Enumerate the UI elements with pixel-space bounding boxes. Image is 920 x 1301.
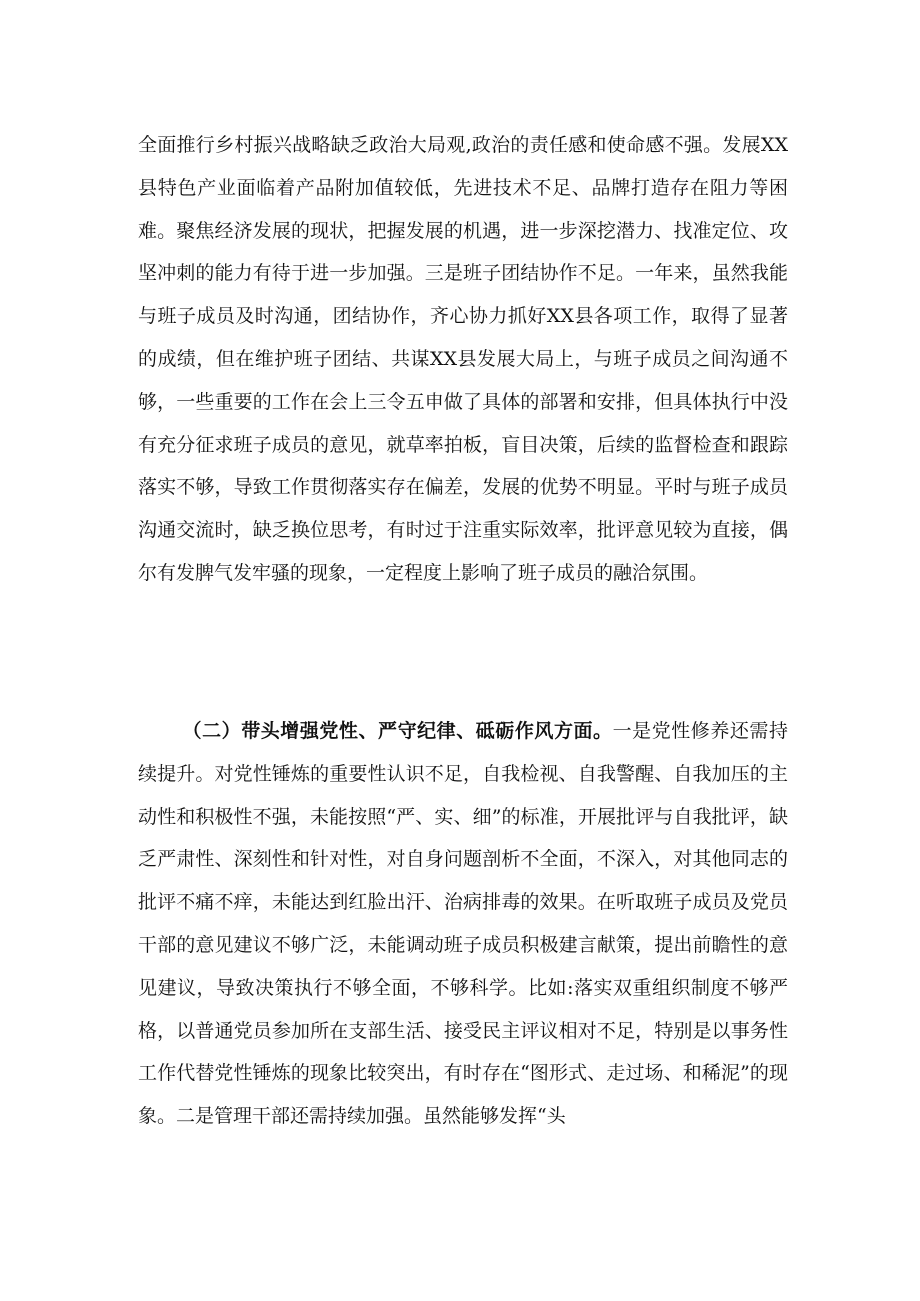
section-body-text: 一是党性修养还需持续提升。对党性锤炼的重要性认识不足，自我检视、自我警醒、自我加压的主动性和积极性不强，未能按照“严、实、细”的标准，开展批评与自我批评，缺乏严肃性、深刻性和针对性，对自身问题剖析不全面，不深入，对其他同志的批评不痛不痒，未能达到红脸出汗、治病排毒的效果。在听取班子成员及党员干部的意见建议不够广泛，未能调动班子成员积极建言献策，提出前瞻性的意见建议，导致决策执行不够全面，不够科学。比如:落实双重组织制度不够严格，以普通党员参加所在支部生活、接受民主评议相对不足，特别是以事务性工作代替党性锤炼的现象比较突出，有时存在“图形式、走过场、和稀泥”的现象。二是管理干部还需持续加强。虽然能够发挥“头: [138, 720, 788, 1128]
body-paragraph-1: 全面推行乡村振兴战略缺乏政治大局观,政治的责任感和使命感不强。发展XX县特色产业面临着产品附加值较低，先进技术不足、品牌打造存在阻力等困难。聚焦经济发展的现状，把握发展的机遇，进一步深挖潜力、找准定位、攻坚冲刺的能力有待于进一步加强。三是班子团结协作不足。一年来，虽然我能与班子成员及时沟通，团结协作，齐心协力抓好XX县各项工作，取得了显著的成绩，但在维护班子团结、共谋XX县发展大局上，与班子成员之间沟通不够，一些重要的工作在会上三令五申做了具体的部署和安排，但具体执行中没有充分征求班子成员的意见，就草率拍板，盲目决策，后续的监督检查和跟踪落实不够，导致工作贯彻落实存在偏差，发展的优势不明显。平时与班子成员沟通交流时，缺乏换位思考，有时过于注重实际效率，批评意见较为直接，偶尔有发脾气发牢骚的现象，一定程度上影响了班子成员的融洽氛围。: [138, 134, 788, 584]
section-heading: （二）带头增强党性、严守纪律、砥砺作风方面。: [182, 720, 613, 742]
body-paragraph-2: [138, 710, 788, 1138]
